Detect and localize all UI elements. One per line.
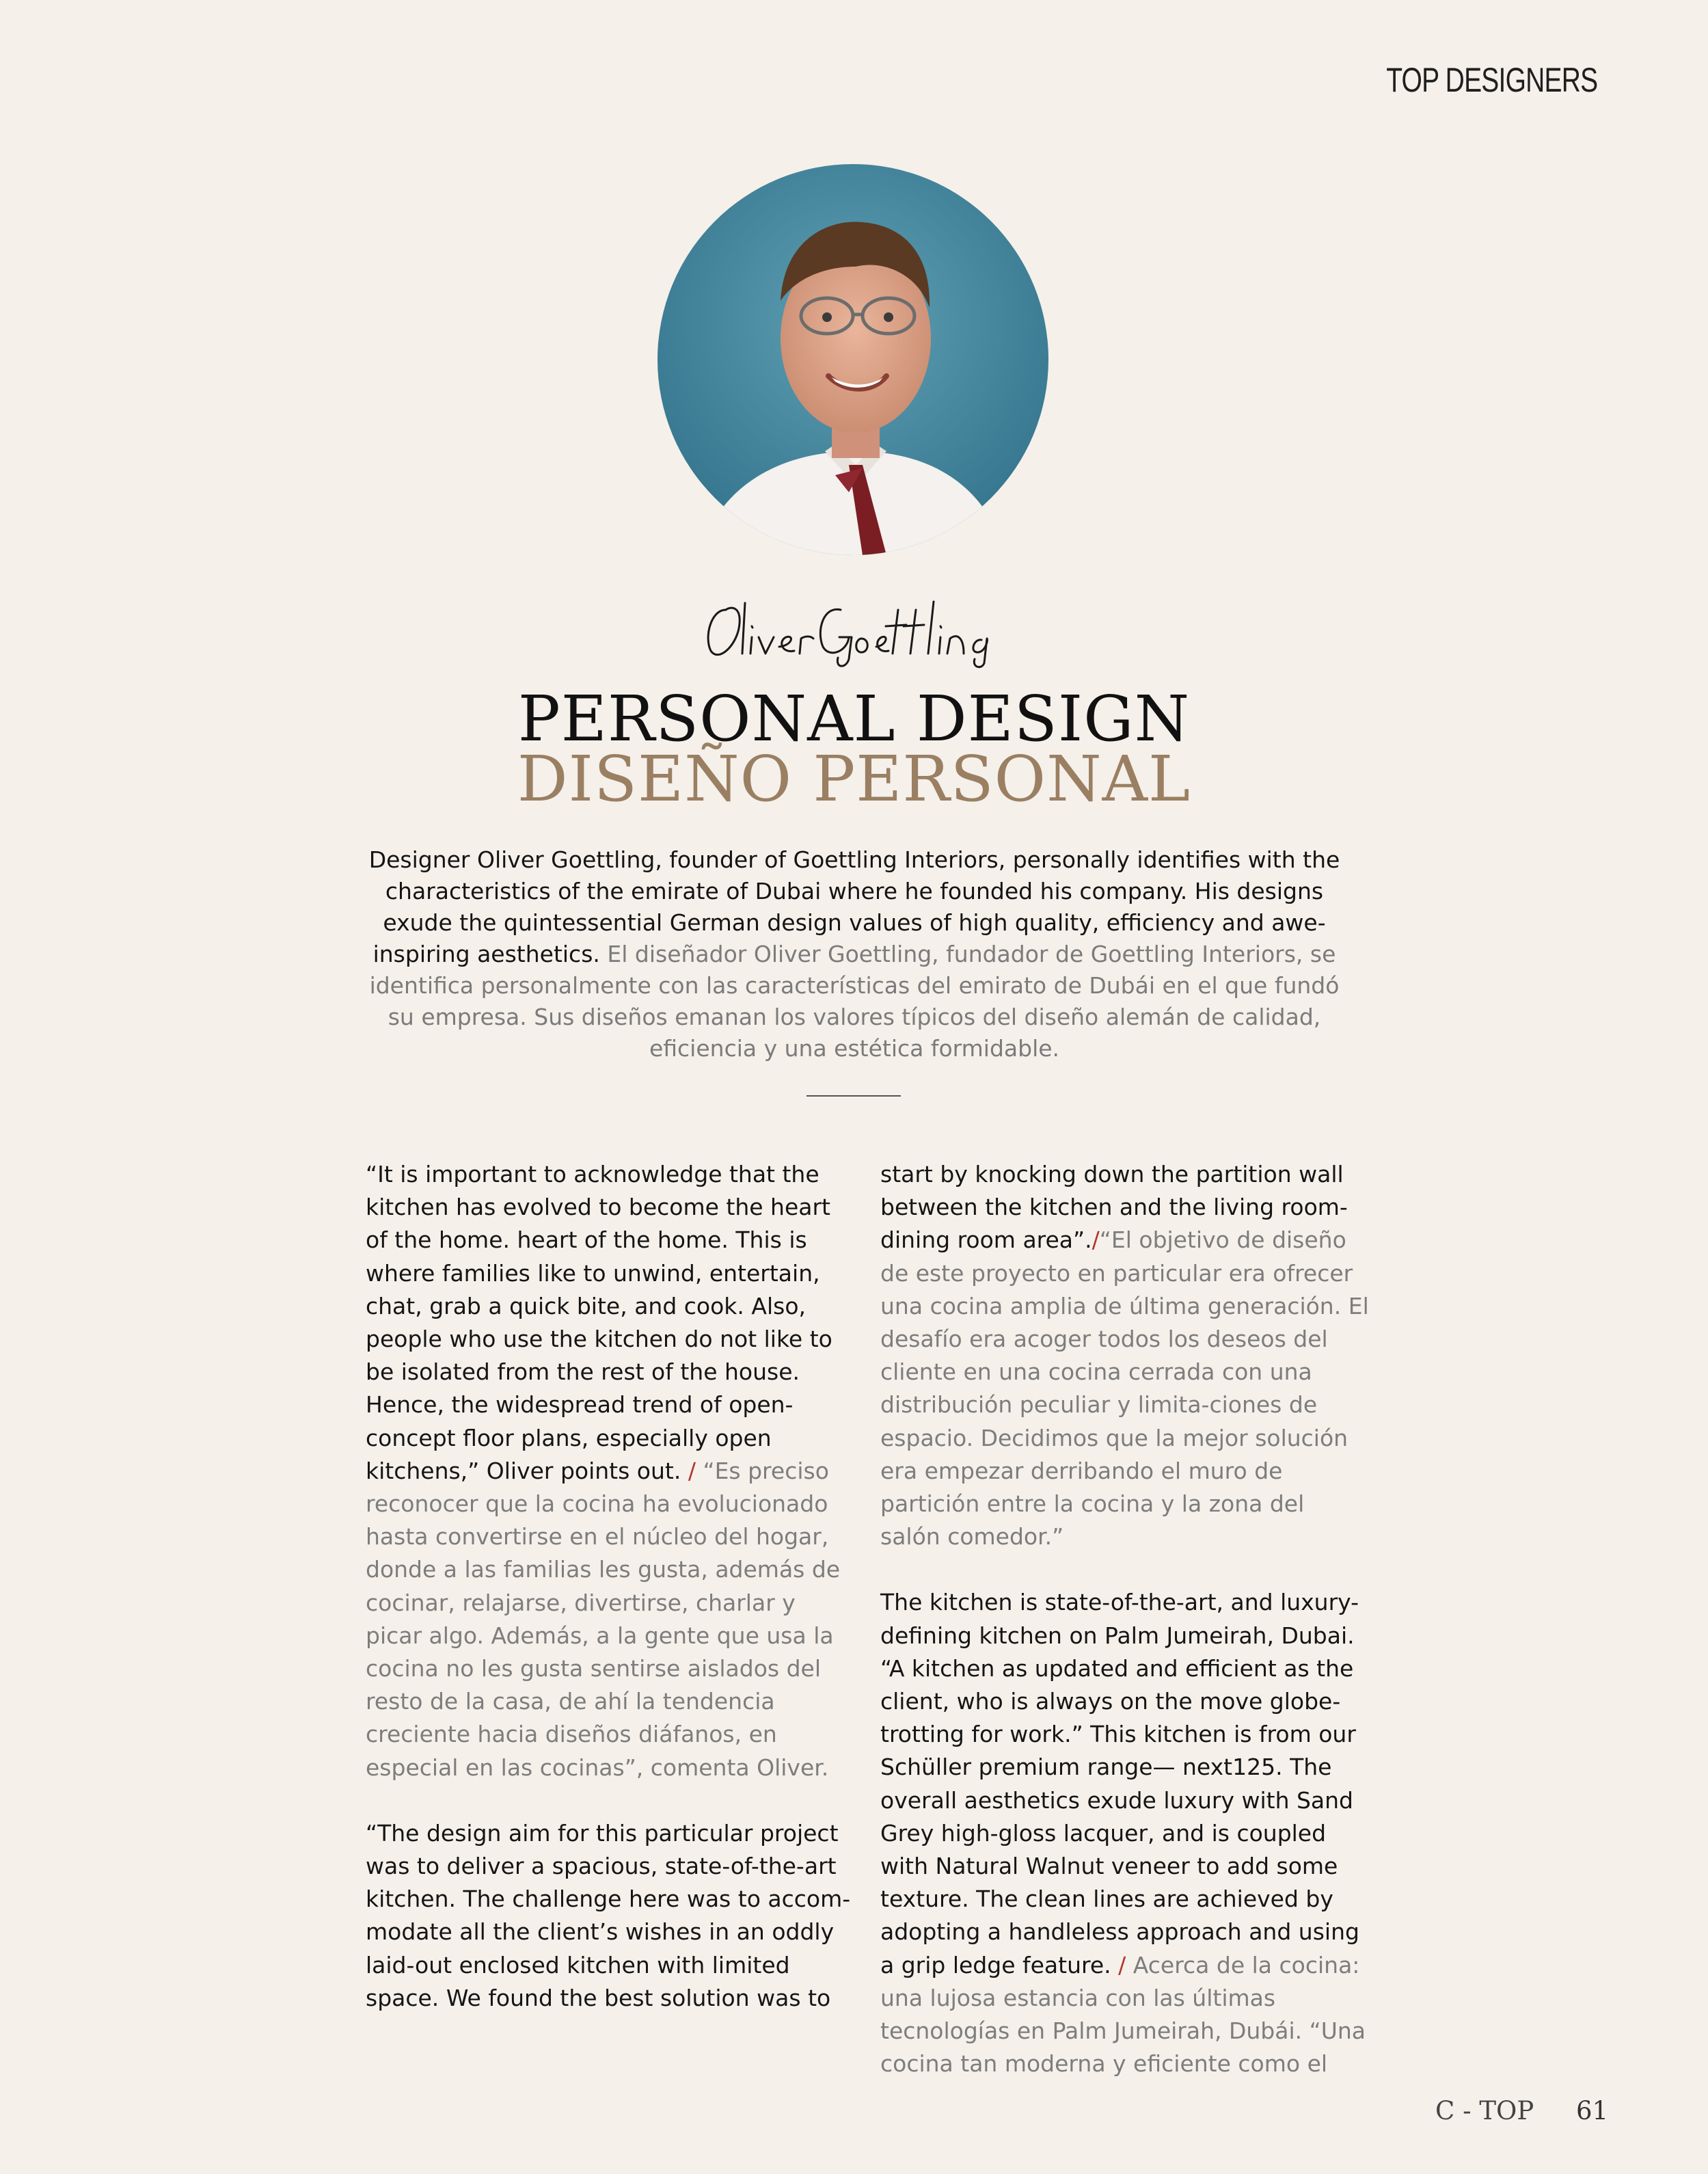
paragraph-2-spanish xyxy=(1265,1226,1273,1253)
paragraph-2-spanish: salón xyxy=(880,1523,940,1551)
paragraph-2-english: this xyxy=(595,1819,638,1847)
paragraph-2-english xyxy=(650,1952,658,1978)
paragraph-2-english xyxy=(761,1886,768,1912)
paragraph-2-english xyxy=(452,1918,460,1945)
paragraph-2-spanish xyxy=(1248,1425,1256,1451)
paragraph-2-spanish: era xyxy=(1228,1259,1266,1287)
paragraph-2-spanish: cerrada xyxy=(1128,1358,1215,1386)
paragraph-2-spanish xyxy=(1074,1490,1081,1517)
intro-english: Designer Oliver Goettling, founder of Goettling Interiors, personally identifies with the characteristics of the emirate of Dubai where he founded his company. His designs exude the quintessential German design values of high quality, efficiency and awe-inspiring aesthetics. xyxy=(368,846,1340,967)
paragraph-2-spanish: cliente xyxy=(880,1358,956,1386)
paragraph-2-spanish: todos xyxy=(1098,1326,1161,1353)
paragraph-2-spanish: del xyxy=(1293,1326,1328,1353)
paragraph-3-spanish: Acerca de la cocina: una lujosa estancia con las últimas tecnologías en Palm Jumeirah, Dubái. “Una cocina tan moderna y eficiente como el xyxy=(880,1951,1366,2078)
paragraph-2-english xyxy=(597,1985,605,2011)
paragraph-2-english: wishes xyxy=(625,1918,702,1946)
paragraph-2-spanish xyxy=(1154,1458,1161,1484)
paragraph-2-spanish xyxy=(1041,1358,1048,1385)
paragraph-2-english: living xyxy=(1213,1194,1275,1221)
paragraph-2-spanish xyxy=(1148,1425,1156,1451)
paragraph-2-english: solution xyxy=(660,1984,750,2011)
paragraph-2-english: design xyxy=(426,1819,502,1847)
paragraph-2-english xyxy=(409,1853,417,1879)
paragraph-2-english xyxy=(439,1985,446,2011)
paragraph-2-spanish: entre xyxy=(986,1490,1047,1518)
paragraph-2-english: “The xyxy=(366,1819,420,1847)
paragraph-2-spanish xyxy=(1176,1425,1183,1451)
paragraph-2-english: between xyxy=(880,1194,978,1221)
paragraph-2-english: was xyxy=(366,1853,410,1880)
article-column-1 xyxy=(366,1158,854,2048)
paragraph-2-spanish xyxy=(1282,1391,1289,1418)
paragraph-2-english xyxy=(560,1952,567,1978)
paragraph-2-spanish: el xyxy=(1161,1457,1182,1484)
paragraph-2-spanish: de xyxy=(1094,1292,1122,1319)
paragraph-2-spanish: partición xyxy=(880,1490,980,1518)
paragraph-2-english: the xyxy=(1151,1161,1189,1187)
paragraph-2-spanish xyxy=(1154,1490,1161,1517)
paragraph-2-spanish: los xyxy=(1167,1326,1200,1353)
paragraph-2-english: a xyxy=(531,1853,545,1880)
paragraph-2-spanish: limita-ciones xyxy=(1137,1391,1282,1419)
paragraph-2-spanish xyxy=(1046,1490,1054,1517)
paragraph-2-spanish: solución xyxy=(1255,1424,1348,1451)
paragraph-2-spanish xyxy=(1230,1226,1237,1253)
paragraph-2-spanish: en xyxy=(963,1358,992,1386)
paragraph-2-english: for xyxy=(558,1819,589,1847)
paragraph-2-spanish: distribución xyxy=(880,1391,1013,1419)
paragraph-2-english xyxy=(702,1918,709,1945)
paragraph-2-english xyxy=(551,1820,558,1847)
paragraph-2-spanish: proyecto xyxy=(971,1259,1071,1287)
paragraph-2-spanish: zona xyxy=(1208,1490,1263,1518)
paragraph-2-english xyxy=(618,1918,625,1945)
paragraph-2-english: laid-out xyxy=(366,1951,452,1978)
paragraph-2-spanish xyxy=(1215,1358,1222,1385)
paragraph-2-spanish: de xyxy=(1254,1457,1283,1484)
paragraph-2-spanish: desafío xyxy=(880,1326,962,1353)
paragraph-2-spanish: de xyxy=(1236,1226,1265,1254)
paragraph-2-spanish: empezar xyxy=(924,1457,1024,1484)
paragraph-2-spanish xyxy=(992,1358,999,1385)
paragraph-2-spanish: de xyxy=(880,1259,909,1287)
paragraph-2-english xyxy=(419,1820,426,1847)
paragraph-2-spanish xyxy=(1132,1226,1139,1253)
paragraph-2-spanish: cocina xyxy=(930,1292,1003,1319)
paragraph-2-spanish xyxy=(1341,1293,1348,1319)
paragraph-2-english: by xyxy=(940,1161,968,1187)
paragraph-2-spanish xyxy=(1012,1391,1020,1418)
paragraph-2-english xyxy=(753,1820,760,1847)
paragraph-2-spanish: del xyxy=(1269,1490,1305,1518)
paragraph-2-english xyxy=(679,1886,687,1912)
paragraph-1-english: “It is important to acknowledge that the kitchen has evolved to become the heart of the home. heart of the home. This is where families like to unwind, entertain, chat, grab a quick bite, and cook. Also, people who use the kitchen do not like to be isolated from the rest of the house. Hence, the widespread trend of open-concept floor plans, especially open kitchens,” Oliver points out. xyxy=(366,1161,832,1484)
paragraph-2-spanish xyxy=(1023,1458,1031,1484)
paragraph-2-english xyxy=(1292,1161,1299,1187)
paragraph-2-spanish: objetivo xyxy=(1139,1226,1230,1254)
paragraph-2-english xyxy=(750,1985,757,2011)
paragraph-2-english: wall xyxy=(1299,1161,1344,1187)
paragraph-2-spanish: ofrecer xyxy=(1273,1259,1353,1287)
paragraph-2-spanish xyxy=(1070,1260,1078,1287)
paragraph-2-spanish: que xyxy=(1105,1424,1148,1451)
section-label: TOP DESIGNERS xyxy=(1385,61,1597,99)
paragraph-2-english: The xyxy=(463,1886,505,1913)
paragraph-2-english xyxy=(553,1985,560,2011)
paragraph-2-english xyxy=(978,1194,986,1220)
paragraph-2-spanish xyxy=(1262,1490,1270,1517)
paragraph-2-spanish xyxy=(964,1260,972,1287)
paragraph-2-spanish: generación. xyxy=(1208,1292,1342,1319)
paragraph-2-english xyxy=(658,1853,665,1879)
paragraph-2-english xyxy=(524,1853,532,1879)
language-separator: / xyxy=(1118,1951,1126,1978)
paragraph-2-spanish xyxy=(1202,1490,1209,1517)
paragraph-2-spanish xyxy=(1199,1326,1207,1352)
paragraph-2-spanish xyxy=(1110,1391,1117,1418)
paragraph-2-spanish xyxy=(1003,1293,1010,1319)
paragraph-2-english xyxy=(653,1985,660,2011)
paragraph-1-spanish: “Es preciso reconocer que la cocina ha evolucionado hasta convertirse en el núcleo del hogar, donde a las familias les gusta, además de cocinar, relajarse, divertirse, charlar y picar algo. Además, a la gente que usa la cocina no les gusta sentirse aislados del resto de la casa, de ahí la tendencia creciente hacia diseños diáfanos, en especial en las cocinas”, comenta Oliver. xyxy=(366,1457,841,1781)
paragraph-2-english xyxy=(1016,1226,1023,1253)
paragraph-2-spanish xyxy=(973,1425,981,1451)
paragraph-2-english: in xyxy=(709,1918,730,1946)
paragraph-2-english: the xyxy=(560,1984,597,2011)
paragraph-2-english xyxy=(439,1853,447,1879)
language-separator: / xyxy=(688,1457,696,1484)
paragraph-2-spanish xyxy=(1174,1490,1182,1517)
paragraph-2-english xyxy=(1189,1161,1196,1187)
paragraph-2-continued xyxy=(880,1158,1369,1553)
paragraph-2-spanish xyxy=(1006,1326,1014,1352)
paragraph-2-english: was xyxy=(757,1984,801,2011)
portrait-photo xyxy=(658,164,1048,555)
title-english: PERSONAL DESIGN xyxy=(517,682,1191,755)
language-separator: / xyxy=(1092,1226,1100,1254)
magazine-brand: C - TOP xyxy=(1435,2096,1534,2125)
paragraph-1 xyxy=(366,1158,854,1784)
paragraph-2-english xyxy=(530,1918,537,1945)
paragraph-2-english: project xyxy=(759,1819,839,1847)
paragraph-2-english: partition xyxy=(1195,1161,1292,1187)
intro-spanish: El diseñador Oliver Goettling, fundador de Goettling Interiors, se identifica personalmente con las características del emirato de Dubái en el que fundó su empresa. Sus diseños emanan los valores típicos del diseño alemán de calidad, eficiencia y una estética formidable. xyxy=(369,941,1340,1062)
paragraph-2-spanish xyxy=(1130,1391,1138,1418)
paragraph-2-spanish xyxy=(1122,1293,1129,1319)
paragraph-2-english xyxy=(1144,1161,1152,1187)
divider xyxy=(806,1095,901,1097)
paragraph-2-english: with xyxy=(657,1951,705,1978)
page-title xyxy=(0,682,1708,816)
paragraph-2-spanish xyxy=(1221,1260,1229,1287)
paragraph-2-english xyxy=(452,1952,459,1978)
paragraph-2-english: accom-modate xyxy=(366,1886,851,1946)
paragraph-2-english: deliver xyxy=(446,1853,524,1880)
paragraph-2-spanish xyxy=(1087,1293,1094,1319)
paragraph-2-spanish: acoger xyxy=(1013,1326,1092,1353)
paragraph-2-english: room-dining xyxy=(880,1194,1348,1254)
paragraph-2-english: We xyxy=(446,1984,481,2011)
paragraph-2-english xyxy=(481,1985,489,2011)
paragraph-2-spanish xyxy=(1098,1425,1106,1451)
paragraph-2-english: to xyxy=(416,1853,440,1880)
paragraph-2-spanish: amplia xyxy=(1009,1292,1087,1319)
paragraph-2-spanish: una xyxy=(1269,1358,1312,1386)
paragraph-2-spanish: muro xyxy=(1188,1457,1247,1484)
paragraph-2-english: limited xyxy=(711,1951,790,1978)
paragraph-2-spanish xyxy=(962,1326,970,1352)
paragraph-2-english xyxy=(588,1820,596,1847)
paragraph-2-spanish: y xyxy=(1117,1391,1131,1419)
page-number: 61 xyxy=(1576,2096,1609,2125)
paragraph-2-spanish xyxy=(923,1293,930,1319)
paragraph-2-english xyxy=(545,1853,552,1879)
paragraph-2-english xyxy=(637,1820,645,1847)
paragraph-2-english xyxy=(933,1161,940,1187)
paragraph-2-english xyxy=(1162,1194,1169,1220)
paragraph-2-spanish: con xyxy=(1221,1358,1263,1386)
paragraph-2-spanish xyxy=(979,1490,987,1517)
paragraph-2-english: client’s xyxy=(537,1918,619,1946)
paragraph-2-english xyxy=(950,1226,958,1253)
paragraph-2-spanish: una xyxy=(999,1358,1042,1386)
paragraph-2-english: the xyxy=(985,1194,1022,1221)
paragraph-2-english xyxy=(801,1985,809,2011)
paragraph-2-spanish xyxy=(1122,1358,1129,1385)
paragraph-2-english: state-of-the-art xyxy=(664,1853,837,1880)
paragraph-2-english: was xyxy=(686,1886,731,1913)
paragraph-2-english xyxy=(705,1952,712,1978)
paragraph-2-english xyxy=(501,1820,509,1847)
paragraph-2-english xyxy=(1112,1194,1120,1220)
paragraph-2-english xyxy=(765,1918,772,1945)
paragraph-2-english: kitchen xyxy=(567,1951,650,1978)
paragraph-2 xyxy=(366,1817,854,2015)
paragraph-2-spanish xyxy=(1161,1326,1168,1352)
paragraph-2-english: oddly xyxy=(772,1918,835,1946)
paragraph-2-spanish: diseño xyxy=(1272,1226,1346,1254)
paragraph-2-spanish xyxy=(917,1458,925,1484)
paragraph-2-spanish xyxy=(908,1260,916,1287)
paragraph-2-english: particular xyxy=(644,1819,753,1847)
paragraph-2-english: all xyxy=(459,1918,486,1946)
paragraph-2-english xyxy=(1076,1161,1084,1187)
signature xyxy=(683,582,1025,671)
paragraph-2-spanish: El xyxy=(1348,1292,1369,1319)
paragraph-2-spanish: Decidimos xyxy=(980,1424,1099,1451)
article-column-2 xyxy=(880,1158,1369,2113)
paragraph-2-spanish xyxy=(1286,1326,1294,1352)
paragraph-2-spanish: peculiar xyxy=(1019,1391,1111,1419)
paragraph-2-english: the xyxy=(493,1918,530,1946)
paragraph-2-english: space. xyxy=(366,1984,439,2011)
intro-text xyxy=(362,844,1346,1064)
paragraph-2-english: aim xyxy=(508,1819,551,1847)
paragraph-2-spanish: en xyxy=(1077,1259,1106,1287)
paragraph-2-english xyxy=(1206,1194,1214,1220)
paragraph-2-spanish xyxy=(1266,1260,1273,1287)
paragraph-2-spanish xyxy=(1181,1458,1189,1484)
paragraph-2-spanish: “El xyxy=(1099,1226,1132,1254)
paragraph-2-spanish: este xyxy=(915,1259,964,1287)
paragraph-2-spanish: cocina xyxy=(1081,1490,1154,1518)
paragraph-2-english xyxy=(1274,1194,1282,1220)
paragraph-2-english xyxy=(456,1886,463,1912)
paragraph-2-english: spacious, xyxy=(552,1853,658,1880)
paragraph-2-spanish: de xyxy=(1288,1391,1318,1419)
paragraph-2-spanish: la xyxy=(1181,1490,1202,1518)
paragraph-2-spanish: última xyxy=(1128,1292,1201,1319)
paragraph-2-english xyxy=(505,1886,513,1912)
paragraph-2-english xyxy=(486,1918,493,1945)
paragraph-2-english: to xyxy=(737,1886,761,1913)
paragraph-2-english xyxy=(731,1886,738,1912)
paragraph-2-spanish xyxy=(1201,1293,1208,1319)
paragraph-2-english: the xyxy=(1169,1194,1206,1221)
paragraph-2-spanish xyxy=(1106,1260,1113,1287)
paragraph-2-english: kitchen. xyxy=(366,1886,456,1913)
paragraph-2-english xyxy=(621,1886,629,1912)
paragraph-2-spanish: y xyxy=(1161,1490,1175,1518)
paragraph-2-spanish: particular xyxy=(1113,1259,1222,1287)
paragraph-2-spanish: mejor xyxy=(1182,1424,1248,1451)
paragraph-2-english: room xyxy=(957,1226,1016,1254)
paragraph-2-spanish: era xyxy=(880,1457,918,1484)
paragraph-2-spanish xyxy=(1262,1358,1270,1385)
paragraph-2-spanish xyxy=(1247,1458,1255,1484)
paragraph-2-spanish: la xyxy=(1053,1490,1074,1518)
paragraph-2-english: down xyxy=(1083,1161,1145,1187)
paragraph-2-english: start xyxy=(880,1161,933,1187)
paragraph-2-english: challenge xyxy=(512,1886,622,1913)
paragraph-2-english: and xyxy=(1119,1194,1162,1221)
paragraph-2-english: here xyxy=(628,1886,680,1913)
paragraph-2-english xyxy=(1022,1194,1029,1220)
paragraph-2-spanish: derribando xyxy=(1030,1457,1154,1484)
paragraph-2-spanish: era xyxy=(969,1326,1007,1353)
paragraph-2-spanish: deseos xyxy=(1206,1326,1286,1353)
paragraph-2-spanish: una xyxy=(880,1292,923,1319)
paragraph-2-english xyxy=(968,1161,975,1187)
paragraph-2-english: best xyxy=(604,1984,653,2011)
paragraph-2-spanish xyxy=(940,1523,948,1550)
paragraph-2-spanish: espacio. xyxy=(880,1424,974,1451)
paragraph-2-english: an xyxy=(736,1918,765,1946)
paragraph-2-spanish: cocina xyxy=(1048,1358,1122,1386)
paragraph-2-english: knocking xyxy=(975,1161,1076,1187)
paragraph-3-english: The kitchen is state-of-the-art, and luxury-defining kitchen on Palm Jumeirah, Dubai. “A kitchen as updated and efficient as the client, who is always on the move globe-trotting for work.” This kitchen is from our Schüller premium range— next125. The overall aesthetics exude luxury with Sand Grey high-gloss lacquer, and is coupled with Natural Walnut veneer to add some texture. The clean lines are achieved by adopting a handleless approach and using a grip ledge feature. xyxy=(880,1589,1359,1978)
paragraph-2-english: enclosed xyxy=(459,1951,560,1978)
paragraph-2-english: area”. xyxy=(1022,1226,1092,1254)
paragraph-3 xyxy=(880,1586,1369,2080)
paragraph-2-spanish xyxy=(1091,1326,1098,1352)
title-spanish: DISEÑO PERSONAL xyxy=(517,742,1191,816)
paragraph-2-english: kitchen xyxy=(1029,1194,1113,1221)
paragraph-2-english: to xyxy=(808,1984,831,2011)
paragraph-2-spanish: comedor.” xyxy=(947,1523,1064,1551)
paragraph-2-english: found xyxy=(488,1984,553,2011)
paragraph-2-english xyxy=(729,1918,737,1945)
paragraph-2-spanish xyxy=(956,1358,964,1385)
paragraph-2-spanish: la xyxy=(1155,1424,1176,1451)
